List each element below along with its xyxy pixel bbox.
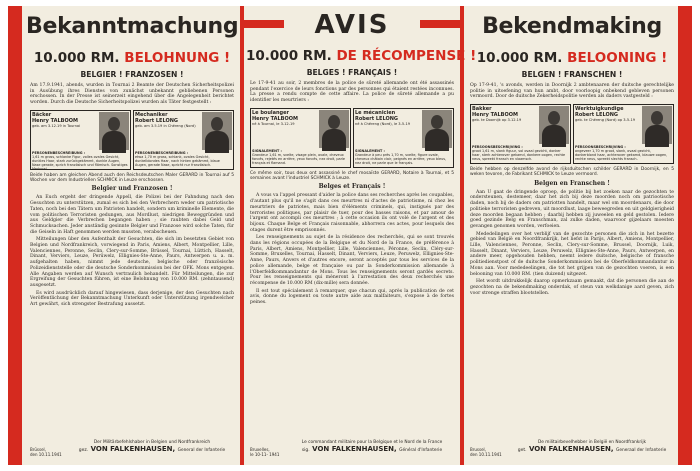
footer-signature: sig. VON FALKENHAUSEN, Général d'Infanterie	[301, 445, 443, 453]
suspect-photo	[539, 106, 569, 144]
column-title: Bekendmaking	[482, 14, 662, 39]
suspect-photo	[99, 112, 129, 150]
body-paragraph: Het wordt uitdrukkelijk daarop opmerkzaam gemaakt, dat die personen die aan de gezochten na de bekendmaking onderdak, of steun van welkdanige aard geven, zich voor strenge straffen blootstellen.	[470, 279, 674, 296]
suspect-role: Bakker	[472, 106, 492, 113]
appeal-heading: Belgier und Franzosen !	[91, 185, 173, 193]
body-paragraph: Mitteilungen über den Aufenthalt der Gesuchten, die sich im besetzten Gebiet von Belgien und Nordfrankreich, vorwiegend in Paris, Amiens, Albert, Montpellier, Lille, Valenciennes, Peronne, Seclin, Clery-sur-Somme, Brüssel, Tournai, Lüttich, Hasselt, Dinant, Verviers, Leuze, Perüwelz, Ellignies-Ste-Anne, Paurs, Antwerpen u. a. m. aufgehalten haben, nimmt jede deutsche, belgische oder französische Polizeidienststelle oder die deutsche Sonderkommission bei der OFK. Mons entgegen. Alle Angaben werden auf Wunsch vertraulich behandelt. Für Mitteilungen, die zur Ergreifung der Gesuchten führen, ist eine Belohnung von 10.000 RM. (zehntausend) ausgesetzt.	[30, 237, 234, 288]
suspect-description: PERSONENBESCHREIBUNG : 1,61 m gross, schlanke Figur, volles ovales Gesicht, dunkles Haar, stark zurückgekämmt, dunkle Augen, Nase gerade, sprich französisch und flämisch. Sonstiges Merkmal.	[32, 150, 128, 171]
suspect-birth: geb. am 3.12.19 in Tournai	[32, 123, 81, 128]
suspect-cards	[466, 104, 678, 164]
footer-role: De militairbevelhebber in België en Noordfrankrijk	[537, 440, 647, 445]
suspect-description: SIGNALEMENT : Grandeur 1,61 m, svelte, visage plein, ovale, cheveux foncés, rejetés en arrière, yeux foncés, nez droit, parle français et flamand.	[252, 148, 346, 165]
suspect-name: Robert LELONG	[355, 115, 399, 122]
suspect-cards	[246, 108, 458, 168]
footer-signature: get. VON FALKENHAUSEN, Generaal der Infanterie	[517, 445, 667, 453]
reward-line	[246, 48, 477, 64]
suspect-card	[30, 110, 131, 170]
suspect-birth: geb. am 3.5.19 in Chéreng (Nord)	[135, 123, 196, 128]
red-separator-left	[240, 6, 244, 465]
red-separator-right	[460, 6, 464, 465]
reward-amount: 10.000 RM.	[246, 48, 332, 64]
suspect-description: PERSONENBESCHREIBUNG : etwa 1,70 m gross, schlank, ovales Gesicht, dunkelblondes Haar, nach hinten gekämmt, blaue Augen, gerade Nase, spricht nur französisch.	[135, 150, 220, 167]
suspect-birth: geb. te Chéreng (Nord) op 3-5-19	[575, 118, 636, 123]
suspect-description: PERSOONSBESCHRIJVING : ongeveer 1,70 m groot, slank, ovaal gezicht, donkerblond haar, achterover gekamd, blauwe oogen, rechte neus, spreekt slechts fransch.	[575, 145, 668, 162]
body-paragraph: Aan U gaat de dringende oproep, de politie bij het zoeken naar de gezochten te ondersteunen, destemeer, daar het zich bij deze moorden noch om patriootische daden, noch bij de daders om patriotten handelt, maar wel om moordenaars, die door politieke terroristen gedreven, uit moordlust, laage beweegreden en uit geldgierigheid deze moorden begaan hebben ; daarbij hebben zij juweelen en geld gestolen. Iedere goed gezinde Belg en Franschman, zal zulke daden, waarvoor gijzelaars moesten gevangen genomen worden, verfoeien.	[470, 189, 674, 229]
suspect-name: Robert LELONG	[135, 117, 179, 124]
footer-signature: gez. VON FALKENHAUSEN, General der Infanterie	[78, 445, 226, 453]
body-paragraph: Es wird ausdrücklich darauf hingewiesen, dass derjenige, der den Gesuchten nach Veröffentlichung der Bekanntmachung Unterkunft oder Unterstützung irgendwelcher Art gewährt, sich strengster Bestrafung aussetzt.	[30, 290, 234, 308]
nations-line: BELGIER ! FRANZOSEN !	[80, 70, 184, 79]
reward-word: BELOHNUNG !	[124, 50, 231, 66]
reward-amount: 10.000 RM.	[476, 50, 563, 66]
suspect-card	[250, 108, 351, 168]
appeal-heading: Belges et Français !	[318, 183, 386, 191]
suspect-name: Henry TALBOOM	[472, 112, 518, 119]
suspect-photo	[642, 106, 672, 144]
photo-caption: Beide hebben op denzelfde avond de rijksduitschen schilder GERARD in Doornijk, en 5 weken tevoren, de Fabrikant SCHMICK te Leuze vermoord.	[470, 167, 674, 178]
signature-footer	[30, 440, 234, 464]
intro-text: Op 17-9-41, 's avonds, werden in Doornijk 2 ambtenaaren der duitsche gerechtelijke politie in uitoefening van hun ambt, door voorloopig onbekend gebleven personen vermoord. Door de duitsche Zekerheidspolitie werden als daders vastgesteld :	[470, 83, 674, 100]
suspect-name: Henry TALBOOM	[32, 117, 78, 124]
reward-amount: 10.000 RM.	[33, 50, 120, 66]
column-dutch	[466, 6, 678, 465]
suspect-description: PERSOONSBESCHRIJVING : groot 1,61 m, slank figuur, vol ovaal gezicht, donker haar, sterk achterover gekamd, donkere oogen, rechte neus, spreekt fransch en vlaamsch.	[472, 145, 566, 162]
signature-footer	[470, 440, 674, 464]
suspect-role: Le mécanicien	[355, 109, 396, 116]
body-paragraph: Il est tout spécialement à remarquer, que chacun qui, après la publication de cet avis, donne du logement ou toute autre aide aux malfaiteurs, s'expose à de fortes peines.	[250, 288, 454, 306]
suspect-role: Mechaniker	[135, 111, 168, 118]
footer-role: Der Militärbefehlshaber in Belgien und Nordfrankreich	[93, 440, 211, 445]
suspect-card	[470, 104, 571, 164]
nations-line: BELGEN ! FRANSCHEN !	[521, 70, 623, 79]
reward-line	[466, 50, 678, 66]
suspect-description: SIGNALEMENT : Grandeur à peu près 1,70 m, svelte, figure ovale, cheveux châtain clair, peignés en arrière, yeux bleus, nez droit, ne parle que le français.	[355, 148, 447, 165]
suspect-birth: geb. te Doornijk op 3.12.19	[472, 118, 522, 123]
suspect-role: Werktuigkundige	[575, 106, 624, 113]
suspect-name: Robert LELONG	[575, 112, 619, 119]
suspect-photo	[202, 112, 232, 150]
body-paragraph: Mededelingen over het verblijf van de gezochte personen die zich in het bezette gebied van België en Noordfrankrijk, het liefst in Parijs, Albert, Amiens, Montpellier, Lille, Valenciennes, Peronne, Seclin, Clery-sur-Somme, Brussel, Doornijk, Luik, Hasselt, Dinant, Verviers, Leuze, Peruwelz, Ellignies-Ste-Anne, Paurs, Antwerpen, en andere meer, opgehouden hebben, neemt iedere duitsche, belgische of fransche politiedienstpost of de duitsche Sonderkommission bei de Oberfeldkommandantur in Mons aan. Voor mededeelingen, die tot het grijpen van de gezochten voeren, is een belooning van 10.000 RM. (tien duizend) uitgezet.	[470, 231, 674, 277]
suspect-role: Bäcker	[32, 111, 52, 118]
suspect-card	[573, 104, 674, 164]
suspect-cards	[26, 110, 238, 170]
footer-place-date: Bruxelles, le 10-11- 1941	[250, 447, 280, 457]
suspect-card	[353, 108, 454, 168]
body-paragraph: Les renseignements au sujet de la résidence des recherchés, qui se sont trouvés dans les régions occupées de la Belgique et du Nord de la France, de préférence à Paris, Albert, Amiens, Montpellier, Lille, Valenciennes, Péronne, Seclin, Cléry-sur-Somme, Bruxelles, Tournai, Hasselt, Dinant, Verviers, Leuze, Peruwelz, Ellignies-Ste-Anne, Paurs, Anvers et d'autres encore, seront acceptés par tous les services de la police allemande, belge et française ou par la Sonderkommission allemande à l'Oberfeldkommandantur de Mons. Tous les renseignements seront gardés secrets. Pour les renseignements qui mèneront à l'arrestation des deux recherchés une récompense de 10.000 RM (dix-mille) sera donnée.	[250, 235, 454, 286]
suspect-photo	[422, 110, 452, 148]
red-border-left	[8, 6, 22, 465]
suspect-birth: né à Tournai, le 3-12-19	[252, 121, 295, 126]
footer-place-date: Brussel, den 10.11.1941	[470, 447, 502, 457]
column-german	[26, 6, 238, 465]
intro-text: Le 17-9-41 au soir, 2 membres de la police de sûreté allemande ont été assassinés pendant l'exercice de leurs fonctions par des personnes qui étaient restées inconnues. La presse a rendu compte de cette affaire. La police de sûreté allemande a pu identifier les meurtriers :	[250, 81, 454, 104]
signature-footer	[250, 440, 454, 464]
nations-line: BELGES ! FRANÇAIS !	[306, 68, 398, 77]
reward-line	[26, 50, 238, 66]
poster	[8, 6, 692, 465]
suspect-role: Le boulanger	[252, 109, 289, 116]
suspect-birth: né à Chéreng (Nord), le 3-5-19	[355, 121, 411, 126]
suspect-card	[133, 110, 234, 170]
suspect-photo	[319, 110, 349, 148]
photo-caption: Ce même soir, tous deux ont assassiné le chef mosaïste GERARD, Notaire à Tournai, et 5 semaines avant l'industriel SCHMICK à Leuze.	[250, 170, 454, 182]
reward-word: BELOONING !	[567, 50, 668, 66]
body-paragraph: A vous va l'appel pressant d'aider la police dans ses recherches après les coupables, d'autant plus qu'il ne s'agit dans ces meurtres ni d'actes de patriotisme, ni chez les meurtriers de patriotes, mais bien d'éléments criminels, qui, instigués par des terroristes politiques, par plaisir de tuer, pour des basses raisons, et par amour de l'argent ont accompli ces meurtres ; à cette occasion ils ont volé de l'argent et des bijoux. Chaque Belge et Français raisonnable, abhorrera ces actes, pour lesquels des otages durent être emprisonnés.	[250, 193, 454, 233]
appeal-heading: Belgen en Franschen !	[534, 179, 610, 187]
red-border-right	[678, 6, 692, 465]
column-title: AVIS	[314, 10, 390, 40]
suspect-name: Henry TALBOOM	[252, 115, 298, 122]
photo-caption: Beide haben am gleichen Abend auch den Reichsdeutschen Maler GERARD in Tournai auf 5 Wochen vor dem Industriellen SCHMICK in Leuze erschossen.	[30, 172, 234, 184]
reward-word: DE RÉCOMPENSE !	[336, 48, 477, 64]
intro-text: Am 17.9.1941, abends, wurden in Tournai 2 Beamte der Deutschen Sicherheitspolizei in Ausübung ihres Dienstes von zunächst unbekannt gebliebenen Personen erschossen. In der Presse ist seinerzeit eingehend über die Angelegenheit berichtet worden. Durch die Deutsche Sicherheitspolizei wurden als Täter festgestellt :	[30, 83, 234, 106]
footer-role: Le commandant militaire pour la Belgique et le Nord de la France	[301, 440, 443, 445]
column-french	[246, 6, 477, 465]
column-title: Bekanntmachung	[26, 14, 239, 39]
footer-place-date: Brüssel, den 10.11.1941	[30, 447, 62, 457]
body-paragraph: An Euch ergeht der dringende Appell, die Polizei bei der Fahndung nach den Gesuchten zu unterstützen, zumal es sich bei den Verbrechern weder um patriotische Taten, noch bei den Tätern um Patrioten handelt, sondern um kriminelle Elemente, die vom politischen Terroristen gedungen, aus Mordlust, niedrigen Beweggründen und aus Geldgier die Verbrechen begangen haben ; sie raubten dabei Geld und Schmucksachen. Jeder anständig gesinnte Belgier und Franzose wird solche Taten, für die Geiseln in Haft genommen werden mussten, verabscheuen.	[30, 195, 234, 235]
